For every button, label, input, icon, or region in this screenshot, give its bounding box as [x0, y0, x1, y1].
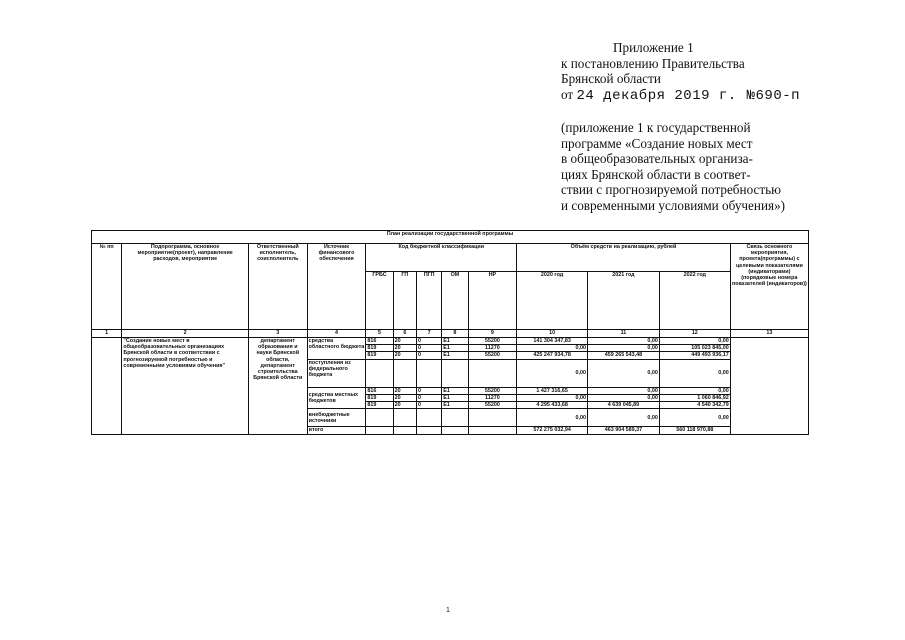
pgp-cell: 0: [416, 345, 441, 352]
col-header-2022: 2022 год: [659, 272, 730, 330]
om-cell: Е1: [442, 352, 468, 359]
table-title: План реализации государственной программы: [92, 231, 809, 244]
col-number: 10: [517, 330, 588, 338]
col-header-gp: ГП: [393, 272, 416, 330]
date-prefix: от: [561, 86, 574, 102]
col-number: 7: [416, 330, 441, 338]
gp-cell: 20: [393, 352, 416, 359]
col-number: 2: [122, 330, 249, 338]
value-2021: 0,00: [588, 394, 660, 401]
gp-cell: 20: [393, 345, 416, 352]
value-2022: 105 023 845,00: [659, 345, 730, 352]
nr-cell: 55200: [468, 402, 517, 409]
col-number: 1: [92, 330, 122, 338]
col-header-kbk: Код бюджетной классификации: [366, 244, 517, 272]
grbs-cell: 816: [366, 387, 393, 394]
om-cell: Е1: [442, 338, 468, 345]
value-2021: 0,00: [588, 359, 660, 387]
value-2021: 4 639 045,89: [588, 402, 660, 409]
value-2021: 459 265 543,48: [588, 352, 660, 359]
gp-cell: 20: [393, 338, 416, 345]
col-header-link: Связь основного мероприятия, проекта(программы) с целевыми показателями (индикаторами) (порядковые номера показателей (индикаторов)): [730, 244, 808, 330]
value-2020: 0,00: [517, 345, 588, 352]
note-line: (приложение 1 к государственной: [561, 120, 751, 135]
appendix-title: Приложение 1: [613, 40, 694, 55]
col-header-om: ОМ: [442, 272, 468, 330]
note-line: ствии с прогнозируемой потребностью: [561, 182, 781, 197]
appendix-ref: к постановлению Правительства: [561, 55, 745, 71]
appendix-region: Брянской области: [561, 71, 661, 86]
nr-cell: 11270: [468, 394, 517, 401]
source-regional: средства областного бюджета: [307, 338, 366, 360]
col-number: 11: [588, 330, 660, 338]
value-2020: 4 295 433,68: [517, 402, 588, 409]
grbs-cell: 819: [366, 345, 393, 352]
document-header: [561, 40, 891, 213]
col-number: 6: [393, 330, 416, 338]
value-2020: 1 427 316,65: [517, 387, 588, 394]
pgp-cell: 0: [416, 352, 441, 359]
value-2020: 0,00: [517, 409, 588, 427]
value-2020: 141 304 347,83: [517, 338, 588, 345]
value-2021: 0,00: [588, 345, 660, 352]
grbs-cell: 819: [366, 352, 393, 359]
value-2022: 0,00: [659, 338, 730, 345]
col-header-2021: 2021 год: [588, 272, 660, 330]
value-2021: 0,00: [588, 387, 660, 394]
col-number: 9: [468, 330, 517, 338]
source-federal: поступления из федерального бюджета: [307, 359, 366, 387]
note-line: и современными условиями обучения»): [561, 197, 786, 213]
value-2022: 0,00: [659, 409, 730, 427]
col-number: 4: [307, 330, 366, 338]
grbs-cell: 819: [366, 402, 393, 409]
decree-number: №690-п: [746, 87, 801, 104]
grbs-cell: 816: [366, 338, 393, 345]
note-line: циях Брянской области в соответ-: [561, 166, 751, 182]
col-header-2020: 2020 год: [517, 272, 588, 330]
col-header-subprogram: Подпрограмма, основное мероприятие(проект), направление расходов, мероприятие: [122, 244, 249, 330]
value-2020: 0,00: [517, 359, 588, 387]
note-line: в общеобразовательных организа-: [561, 151, 753, 166]
pgp-cell: 0: [416, 402, 441, 409]
value-2021: 0,00: [588, 338, 660, 345]
value-2022: 449 493 936,17: [659, 352, 730, 359]
col-header-responsible: Ответственный исполнитель, соисполнитель: [248, 244, 307, 330]
col-header-num: № пп: [92, 244, 122, 330]
col-number: 3: [248, 330, 307, 338]
gp-cell: 20: [393, 387, 416, 394]
col-header-source: Источник финансового обеспечения: [307, 244, 366, 330]
table-row: [92, 338, 809, 345]
value-2022: 1 060 846,92: [659, 394, 730, 401]
nr-cell: 55200: [468, 387, 517, 394]
page-number: 1: [446, 607, 450, 614]
value-2022: 4 540 342,79: [659, 402, 730, 409]
program-name: "Создание новых мест в общеобразовательных организациях Брянской области в соответствии с прогнозируемой потребностью и современными условиями обучения": [122, 338, 249, 435]
col-header-grbs: ГРБС: [366, 272, 393, 330]
value-2021: 0,00: [588, 409, 660, 427]
pgp-cell: 0: [416, 338, 441, 345]
gp-cell: 20: [393, 394, 416, 401]
nr-cell: 11270: [468, 345, 517, 352]
source-local: средства местных бюджетов: [307, 387, 366, 409]
source-total: итого: [307, 427, 366, 435]
om-cell: Е1: [442, 345, 468, 352]
total-2022: 560 118 970,88: [659, 427, 730, 435]
col-number: 13: [730, 330, 808, 338]
link-cell: [730, 338, 808, 435]
responsible-cell: департамент образования и науки Брянской области, департамент строительства Брянской области: [248, 338, 307, 435]
pgp-cell: 0: [416, 394, 441, 401]
pgp-cell: 0: [416, 387, 441, 394]
om-cell: Е1: [442, 394, 468, 401]
row-num-cell: [92, 338, 122, 435]
total-2020: 572 275 032,94: [517, 427, 588, 435]
col-number: 12: [659, 330, 730, 338]
value-2020: 425 247 934,78: [517, 352, 588, 359]
nr-cell: 55200: [468, 338, 517, 345]
appendix-date-line: [561, 87, 891, 105]
grbs-cell: 819: [366, 394, 393, 401]
col-header-nr: НР: [468, 272, 517, 330]
note-line: программе «Создание новых мест: [561, 135, 753, 151]
om-cell: Е1: [442, 402, 468, 409]
source-extrabudget: внебюджетные источники: [307, 409, 366, 427]
column-number-row: [92, 330, 809, 338]
plan-table: [91, 230, 809, 435]
om-cell: Е1: [442, 387, 468, 394]
total-2021: 463 904 589,37: [588, 427, 660, 435]
decree-date: 24 декабря 2019 г.: [576, 87, 737, 104]
value-2022: 0,00: [659, 359, 730, 387]
gp-cell: 20: [393, 402, 416, 409]
col-header-volume: Объём средств на реализацию, рублей: [517, 244, 731, 272]
col-header-pgp: ПГП: [416, 272, 441, 330]
value-2020: 0,00: [517, 394, 588, 401]
col-number: 5: [366, 330, 393, 338]
value-2022: 0,00: [659, 387, 730, 394]
nr-cell: 55200: [468, 352, 517, 359]
col-number: 8: [442, 330, 468, 338]
